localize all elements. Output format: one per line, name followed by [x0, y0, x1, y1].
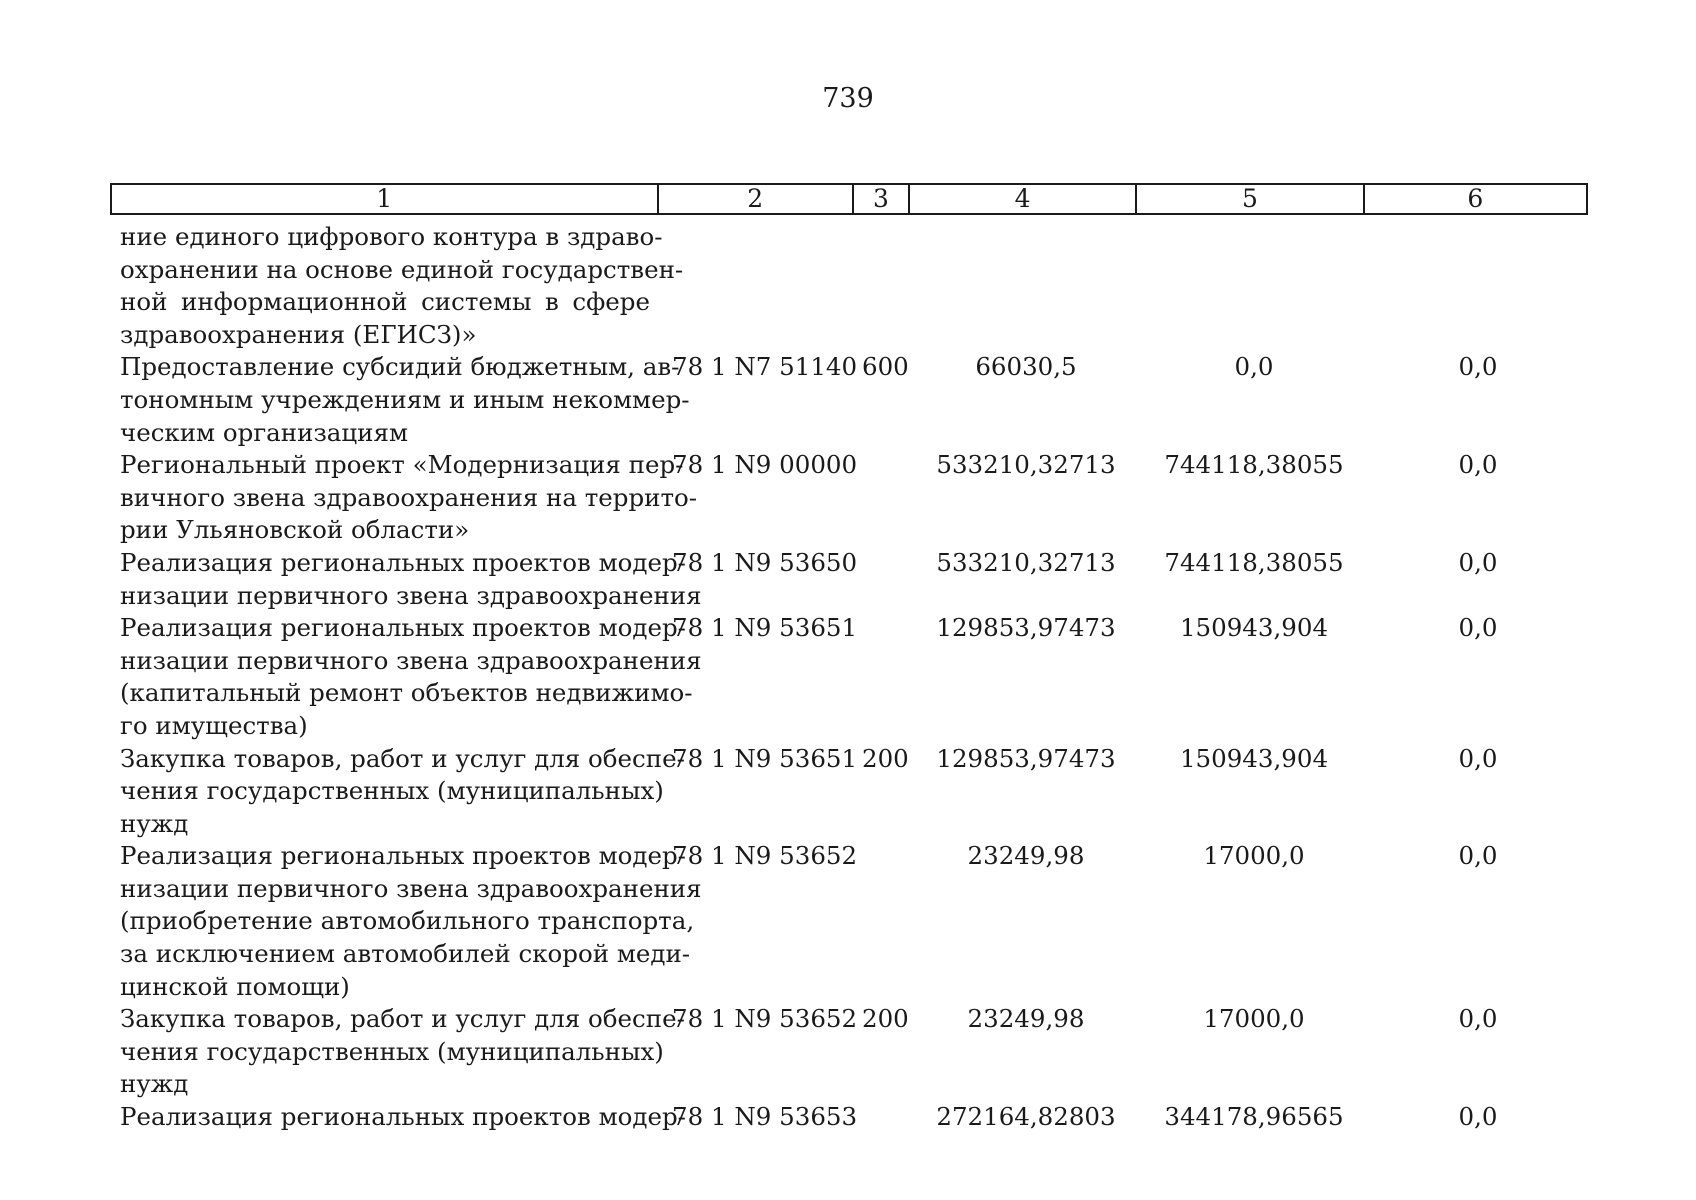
description-line: низации первичного звена здравоохранения — [120, 580, 702, 610]
table-row — [0, 1003, 1696, 1101]
row-value-col5: 744118,38055 — [1164, 547, 1344, 577]
row-code: 78 1 N9 53652 — [672, 1004, 858, 1034]
row-code: 78 1 N9 53651 — [672, 613, 858, 643]
description-line: Региональный проект «Модернизация пер- — [120, 450, 684, 480]
row-code: 78 1 N9 53651 — [672, 743, 858, 773]
row-value-col4: 272164,82803 — [936, 1102, 1116, 1132]
description-line: рии Ульяновской области» — [120, 515, 470, 545]
description-line: ние единого цифрового контура в здраво- — [120, 222, 663, 251]
table-row — [0, 351, 1696, 449]
row-code: 78 1 N9 53650 — [672, 547, 858, 577]
row-value-col4: 23249,98 — [967, 1004, 1085, 1034]
row-expense-type: 200 — [862, 1004, 909, 1034]
header-col-4: 4 — [910, 185, 1137, 213]
row-value-col4: 533210,32713 — [936, 547, 1116, 577]
row-description — [120, 351, 690, 449]
row-code: 78 1 N9 53653 — [672, 1102, 858, 1132]
description-line: Реализация региональных проектов модер- — [120, 613, 686, 643]
row-value-col4: 533210,32713 — [936, 450, 1116, 480]
row-value-col5: 0,0 — [1234, 352, 1274, 382]
row-description — [120, 449, 698, 547]
row-value-col6: 0,0 — [1458, 743, 1498, 773]
table-row — [0, 221, 1696, 351]
page-number: 739 — [822, 83, 874, 114]
row-value-col5: 17000,0 — [1203, 841, 1305, 871]
row-expense-type: 200 — [862, 743, 909, 773]
row-expense-type: 600 — [862, 352, 909, 382]
row-description — [120, 547, 702, 612]
description-line: Предоставление субсидий бюджетным, ав- — [120, 352, 680, 382]
description-line: нужд — [120, 808, 189, 838]
row-description — [120, 221, 684, 351]
header-col-1: 1 — [112, 185, 659, 213]
table-row — [0, 840, 1696, 1003]
row-value-col5: 744118,38055 — [1164, 450, 1344, 480]
description-line: чения государственных (муниципальных) — [120, 776, 664, 806]
row-description — [120, 1003, 685, 1101]
row-code: 78 1 N9 53652 — [672, 841, 858, 871]
header-col-3: 3 — [854, 185, 910, 213]
table-row — [0, 743, 1696, 841]
table-header — [110, 183, 1588, 215]
description-line: за исключением автомобилей скорой меди- — [120, 939, 691, 969]
row-description — [120, 612, 702, 742]
description-line: го имущества) — [120, 710, 308, 740]
row-description — [120, 1101, 686, 1134]
header-col-5: 5 — [1137, 185, 1364, 213]
row-value-col6: 0,0 — [1458, 1004, 1498, 1034]
description-line: здравоохранения (ЕГИСЗ)» — [120, 319, 477, 349]
description-line: низации первичного звена здравоохранения — [120, 873, 702, 903]
description-line: вичного звена здравоохранения на террито- — [120, 482, 698, 512]
description-line: ческим организациям — [120, 417, 409, 447]
description-line: чения государственных (муниципальных) — [120, 1036, 664, 1066]
row-value-col6: 0,0 — [1458, 547, 1498, 577]
table-row — [0, 547, 1696, 612]
header-col-2: 2 — [659, 185, 854, 213]
description-line: (приобретение автомобильного транспорта, — [120, 906, 695, 936]
table-row — [0, 612, 1696, 742]
description-line: (капитальный ремонт объектов недвижимо- — [120, 678, 693, 708]
row-value-col4: 23249,98 — [967, 841, 1085, 871]
row-description — [120, 743, 685, 841]
table-body — [0, 221, 1696, 1134]
description-line: охранении на основе единой государствен- — [120, 254, 684, 284]
row-code: 78 1 N9 00000 — [672, 450, 858, 480]
row-value-col6: 0,0 — [1458, 1102, 1498, 1132]
row-value-col5: 150943,904 — [1179, 743, 1329, 773]
row-value-col4: 66030,5 — [975, 352, 1077, 382]
header-col-6: 6 — [1467, 184, 1484, 213]
description-line: ной информационной системы в сфере — [120, 287, 650, 317]
row-value-col5: 17000,0 — [1203, 1004, 1305, 1034]
table-row — [0, 1101, 1696, 1134]
description-line: Закупка товаров, работ и услуг для обеспе- — [120, 743, 685, 773]
description-line: тономным учреждениям и иным некоммер- — [120, 384, 690, 414]
description-line: Реализация региональных проектов модер- — [120, 1102, 686, 1132]
row-value-col6: 0,0 — [1458, 450, 1498, 480]
description-line: низации первичного звена здравоохранения — [120, 645, 702, 675]
row-value-col5: 150943,904 — [1179, 613, 1329, 643]
row-value-col5: 344178,96565 — [1164, 1102, 1344, 1132]
description-line: нужд — [120, 1069, 189, 1099]
row-value-col6: 0,0 — [1458, 613, 1498, 643]
description-line: цинской помощи) — [120, 971, 350, 1001]
row-value-col4: 129853,97473 — [936, 613, 1116, 643]
row-value-col4: 129853,97473 — [936, 743, 1116, 773]
description-line: Реализация региональных проектов модер- — [120, 547, 686, 577]
row-value-col6: 0,0 — [1458, 841, 1498, 871]
row-code: 78 1 N7 51140 — [672, 352, 858, 382]
description-line: Реализация региональных проектов модер- — [120, 841, 686, 871]
description-line: Закупка товаров, работ и услуг для обеспе- — [120, 1004, 685, 1034]
row-value-col6: 0,0 — [1458, 352, 1498, 382]
table-row — [0, 449, 1696, 547]
row-description — [120, 840, 702, 1003]
